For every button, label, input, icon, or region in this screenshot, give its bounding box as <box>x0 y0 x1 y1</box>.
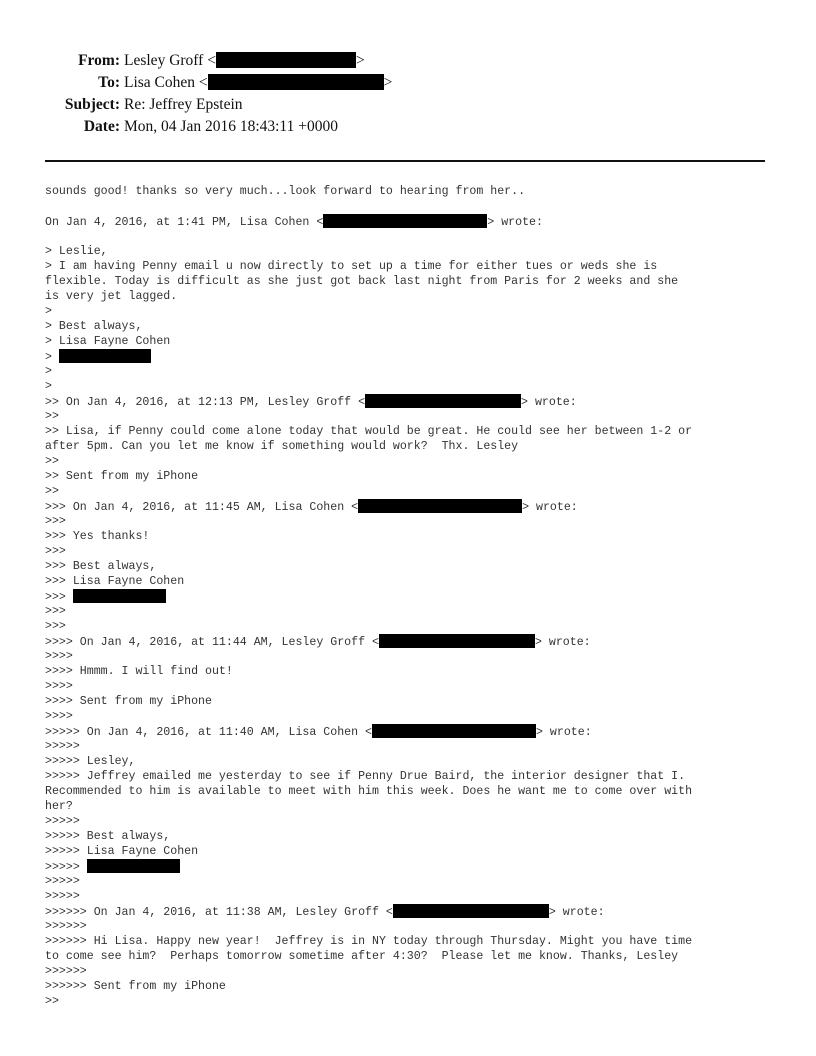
from-value <box>124 52 365 70</box>
body-line: >> <box>45 485 59 498</box>
quote-header-line <box>45 499 785 514</box>
quote-header-text: >>>>> On Jan 4, 2016, at 11:40 AM, Lisa Cohen < <box>45 726 372 739</box>
body-line: her? <box>45 800 73 813</box>
from-label: From: <box>78 52 120 69</box>
quote-header-text: On Jan 4, 2016, at 1:41 PM, Lisa Cohen < <box>45 216 324 229</box>
email-body <box>45 184 785 1009</box>
body-line: >>>>> <box>45 740 80 753</box>
from-name: Lesley Groff < <box>124 52 216 69</box>
body-line: >>> <box>45 605 66 618</box>
date-value: Mon, 04 Jan 2016 18:43:11 +0000 <box>124 118 338 135</box>
body-line: > Lisa Fayne Cohen <box>45 335 171 348</box>
body-line: >>>>> Lisa Fayne Cohen <box>45 845 199 858</box>
quote-header-line <box>45 724 785 739</box>
redaction-block <box>208 74 384 90</box>
quote-header-line <box>45 634 785 649</box>
quote-header-end: > wrote: <box>521 396 577 409</box>
body-line-prefix: >>>>> <box>45 861 87 874</box>
redaction-block <box>216 52 356 68</box>
to-row <box>0 74 816 96</box>
body-line: >>>>>> Sent from my iPhone <box>45 980 226 993</box>
body-line-prefix: >>> <box>45 591 73 604</box>
body-line <box>45 859 785 874</box>
body-line: >>>>>> <box>45 920 87 933</box>
body-line-prefix: > <box>45 351 59 364</box>
body-line: after 5pm. Can you let me know if something would work? Thx. Lesley <box>45 440 519 453</box>
body-line: Recommended to him is available to meet with him this week. Does he want me to come over with <box>45 785 693 798</box>
body-line: >>>> <box>45 650 73 663</box>
subject-value: Re: Jeffrey Epstein <box>124 96 243 113</box>
body-line: >>>>> <box>45 815 80 828</box>
body-line: >>> Lisa Fayne Cohen <box>45 575 185 588</box>
to-label: To: <box>98 74 120 91</box>
from-row <box>0 52 816 74</box>
body-line: >>>> Hmmm. I will find out! <box>45 665 233 678</box>
redaction-block <box>59 349 151 363</box>
body-line: >> <box>45 410 59 423</box>
quote-header-end: > wrote: <box>522 501 578 514</box>
body-line: > <box>45 380 52 393</box>
body-line: > Leslie, <box>45 245 108 258</box>
quote-header-end: > wrote: <box>536 726 592 739</box>
body-line <box>45 229 785 244</box>
quote-header-text: >>>>>> On Jan 4, 2016, at 11:38 AM, Lesley Groff < <box>45 906 393 919</box>
to-value <box>124 74 392 92</box>
body-line: > Best always, <box>45 320 143 333</box>
body-line: > <box>45 365 52 378</box>
body-line: >>> Best always, <box>45 560 157 573</box>
quote-header-line <box>45 214 785 229</box>
body-line: > <box>45 305 52 318</box>
body-line: is very jet lagged. <box>45 290 178 303</box>
body-line: >>> Yes thanks! <box>45 530 150 543</box>
quote-header-text: >>>> On Jan 4, 2016, at 11:44 AM, Lesley Groff < <box>45 636 379 649</box>
body-line: >>>>> <box>45 875 80 888</box>
body-line: >> <box>45 455 59 468</box>
body-line: >>>> <box>45 680 73 693</box>
subject-row <box>0 96 816 118</box>
date-label: Date: <box>83 118 120 135</box>
body-line: >>> <box>45 545 66 558</box>
email-header <box>0 52 816 140</box>
redaction-block <box>87 859 180 873</box>
body-line: >> <box>45 995 59 1008</box>
redaction-block <box>73 589 166 603</box>
subject-label: Subject: <box>64 96 120 113</box>
quote-header-end: > wrote: <box>487 216 543 229</box>
body-line: >> Lisa, if Penny could come alone today that would be great. He could see her between 1-2 or <box>45 425 693 438</box>
quote-header-line <box>45 394 785 409</box>
quote-header-text: >> On Jan 4, 2016, at 12:13 PM, Lesley Groff < <box>45 396 366 409</box>
body-line: >>>>>> Hi Lisa. Happy new year! Jeffrey is in NY today through Thursday. Might you have time <box>45 935 693 948</box>
redaction-block <box>372 724 536 738</box>
body-line <box>45 199 785 214</box>
to-name: Lisa Cohen < <box>124 74 208 91</box>
quote-header-end: > wrote: <box>534 636 591 649</box>
body-line: > I am having Penny email u now directly to set up a time for either tues or weds she is <box>45 260 658 273</box>
from-close: > <box>355 52 365 69</box>
quote-header-line <box>45 904 785 919</box>
quote-header-end: > wrote: <box>548 906 605 919</box>
body-line: flexible. Today is difficult as she just got back last night from Paris for 2 weeks and she <box>45 275 679 288</box>
body-line: >>>>> Lesley, <box>45 755 136 768</box>
body-line: >>>>> Best always, <box>45 830 171 843</box>
to-close: > <box>383 74 393 91</box>
body-line: >>> <box>45 620 66 633</box>
body-line: >>>> <box>45 710 73 723</box>
date-row <box>0 118 816 140</box>
body-line: >>>>>> <box>45 965 87 978</box>
body-line: to come see him? Perhaps tomorrow sometime after 4:30? Please let me know. Thanks, Lesley <box>45 950 679 963</box>
body-line: >>>>> <box>45 890 80 903</box>
redaction-block <box>323 214 487 228</box>
redaction-block <box>365 394 521 408</box>
quote-header-text: >>> On Jan 4, 2016, at 11:45 AM, Lisa Cohen < <box>45 501 359 514</box>
header-divider <box>45 160 765 162</box>
body-line <box>45 349 785 364</box>
body-line <box>45 589 785 604</box>
body-line: >>>> Sent from my iPhone <box>45 695 212 708</box>
redaction-block <box>358 499 522 513</box>
body-line: >>>>> Jeffrey emailed me yesterday to see if Penny Drue Baird, the interior designer that I. <box>45 770 686 783</box>
body-line: >> Sent from my iPhone <box>45 470 199 483</box>
redaction-block <box>379 634 535 648</box>
body-line: sounds good! thanks so very much...look forward to hearing from her.. <box>45 185 526 198</box>
redaction-block <box>393 904 549 918</box>
body-line: >>> <box>45 515 66 528</box>
